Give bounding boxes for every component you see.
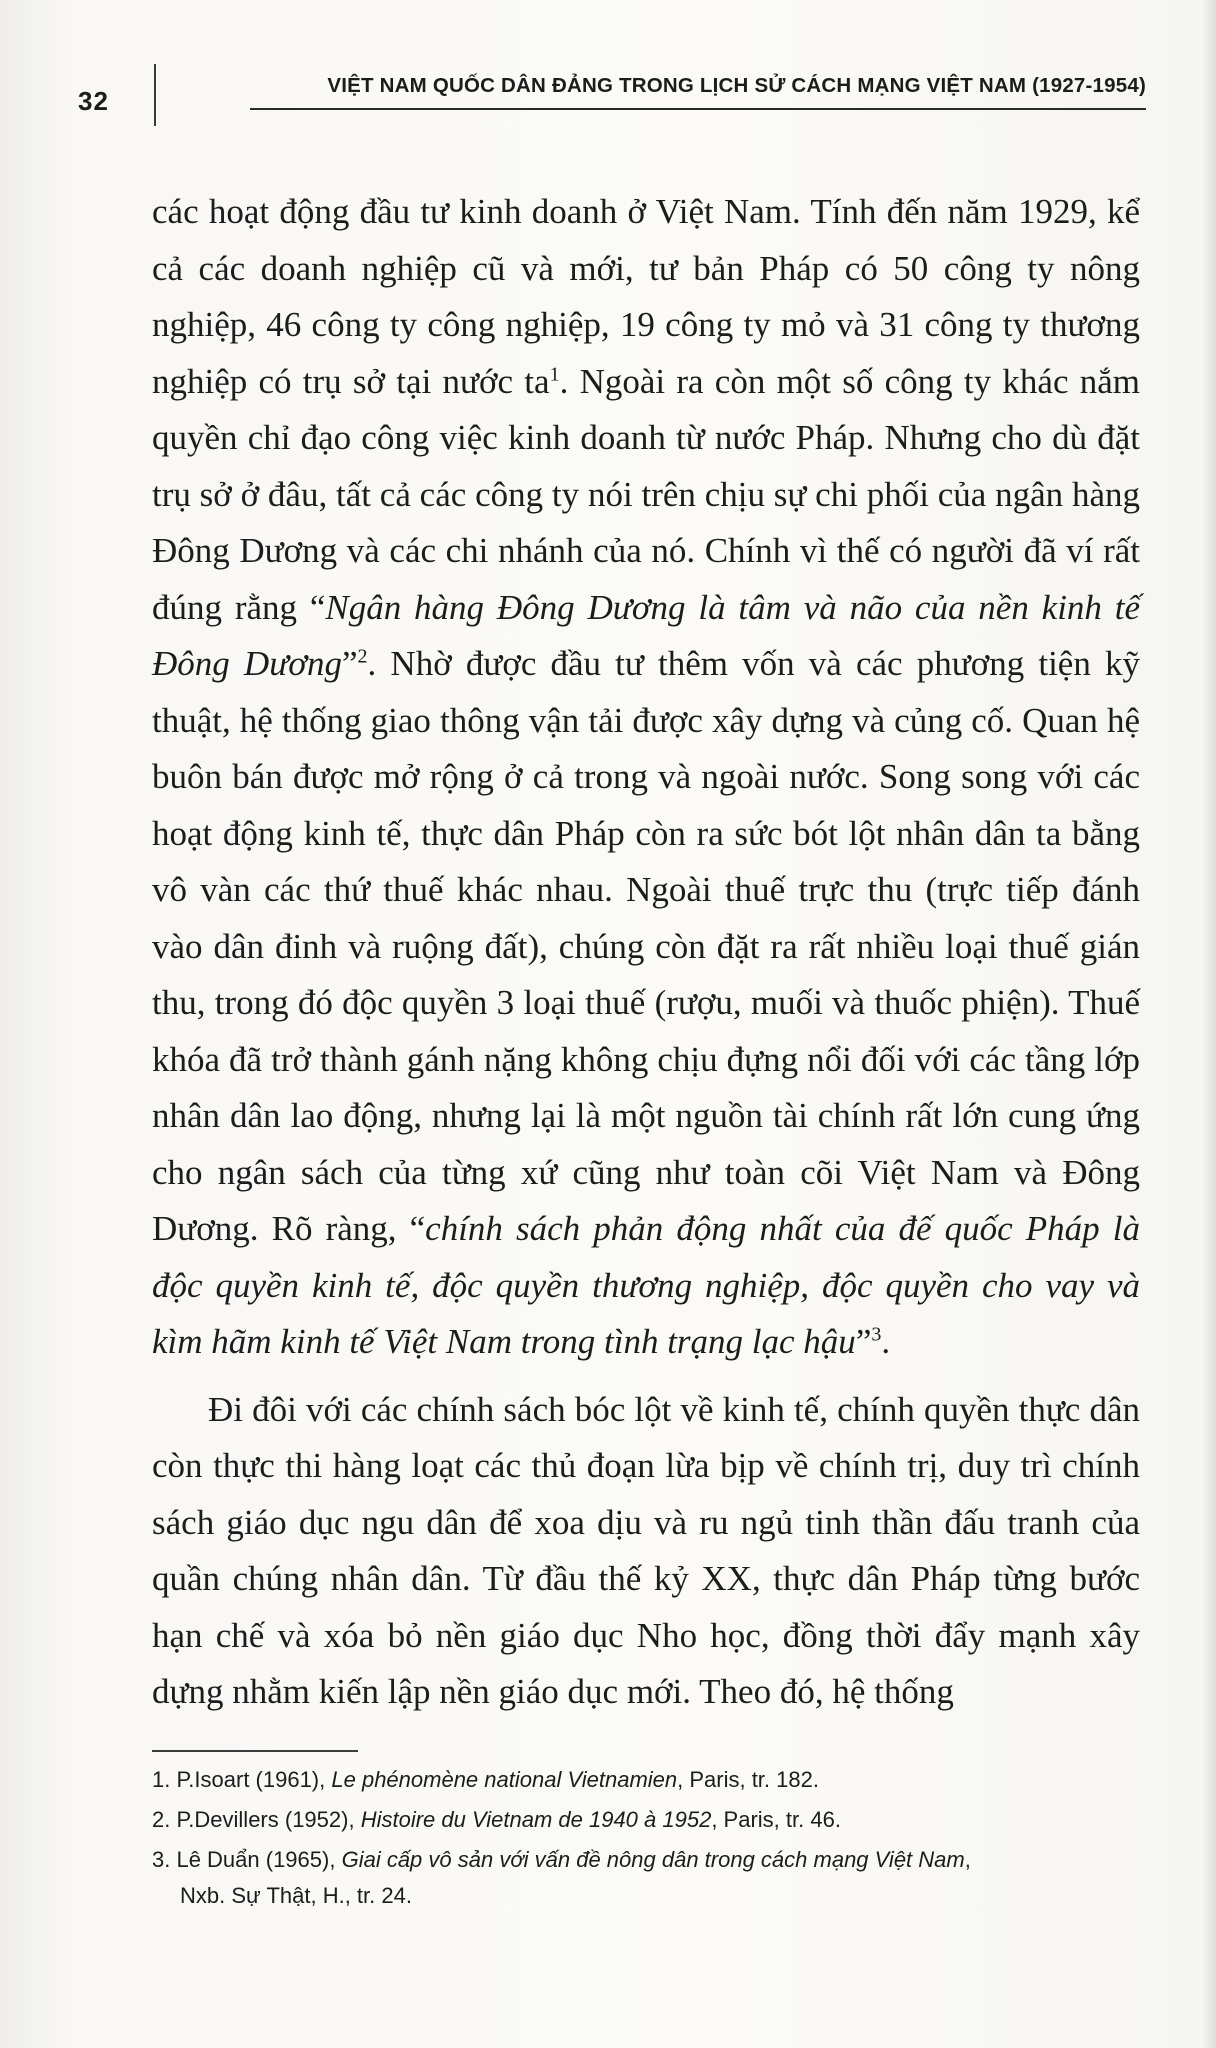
footnotes: [152, 1762, 1142, 1914]
footnote-2: [152, 1802, 1142, 1838]
footnote-2-title: Histoire du Vietnam de 1940 à 1952: [360, 1807, 712, 1832]
footnote-1-author: 1. P.Isoart (1961),: [152, 1767, 332, 1792]
footnote-ref-2: 2: [357, 645, 368, 668]
footnote-rule: [152, 1750, 358, 1752]
footnote-2-author: 2. P.Devillers (1952),: [152, 1807, 361, 1832]
footnote-3-title: Giai cấp vô sản với vấn đề nông dân trong cách mạng Việt Nam: [341, 1847, 965, 1872]
p1-text-4: .: [881, 1322, 891, 1361]
body-text: [152, 184, 1140, 1721]
p1-quote-1-close: ”: [341, 644, 358, 683]
p1-quote-2: chính sách phản động nhất của đế quốc Pháp là độc quyền kinh tế, độc quyền thương nghiệp, độc quyền cho vay và kìm hãm kinh tế Việt Nam trong tình trạng lạc hậu: [152, 1209, 1140, 1361]
p1-text-2: . Ngoài ra còn một số công ty khác nắm quyền chỉ đạo công việc kinh doanh từ nước Pháp. Nhưng cho dù đặt trụ sở ở đâu, tất cả các công ty nói trên chịu sự chi phối của ngân hàng Đông Dương và các chi nhánh của nó. Chính vì thế có người đã ví rất đúng rằng “: [152, 361, 1140, 627]
footnote-1-title: Le phénomène national Vietnamien: [331, 1767, 678, 1792]
p1-quote-1: Ngân hàng Đông Dương là tâm và não của nền kinh tế Đông Dương: [152, 587, 1140, 683]
paragraph-2: Đi đôi với các chính sách bóc lột về kinh tế, chính quyền thực dân còn thực thi hàng loạt các thủ đoạn lừa bịp về chính trị, duy trì chính sách giáo dục ngu dân để xoa dịu và ru ngủ tinh thần đấu tranh của quần chúng nhân dân. Từ đầu thế kỷ XX, thực dân Pháp từng bước hạn chế và xóa bỏ nền giáo dục Nho học, đồng thời đẩy mạnh xây dựng nhằm kiến lập nền giáo dục mới. Theo đó, hệ thống: [152, 1389, 1140, 1711]
p1-quote-2-close: ”: [855, 1322, 872, 1361]
footnote-3-publisher: Nxb. Sự Thật, H., tr. 24.: [180, 1883, 412, 1908]
page-number: 32: [78, 86, 109, 116]
footnote-ref-3: 3: [871, 1323, 882, 1346]
header-rule: [250, 108, 1146, 110]
footnote-3-author: 3. Lê Duẩn (1965),: [152, 1847, 342, 1872]
page-edge-shadow: [1202, 0, 1216, 2048]
footnote-2-ref: , Paris, tr. 46.: [711, 1807, 841, 1832]
p1-text-1: các hoạt động đầu tư kinh doanh ở Việt Nam. Tính đến năm 1929, kể cả các doanh nghiệp cũ và mới, tư bản Pháp có 50 công ty nông nghiệp, 46 công ty công nghiệp, 19 công ty mỏ và 31 công ty thương nghiệp có trụ sở tại nước ta: [152, 192, 1140, 401]
running-title: VIỆT NAM QUỐC DÂN ĐẢNG TRONG LỊCH SỬ CÁCH MẠNG VIỆT NAM (1927-1954): [327, 74, 1146, 97]
footnote-3: [152, 1842, 1142, 1914]
paragraph-1: [152, 184, 1140, 1371]
footnote-3-ref: ,: [964, 1847, 971, 1872]
footnote-ref-1: 1: [549, 362, 560, 385]
header-vertical-rule: [154, 64, 156, 126]
p1-text-3: . Nhờ được đầu tư thêm vốn và các phương tiện kỹ thuật, hệ thống giao thông vận tải được xây dựng và củng cố. Quan hệ buôn bán được mở rộng ở cả trong và ngoài nước. Song song với các hoạt động kinh tế, thực dân Pháp còn ra sức bót lột nhân dân ta bằng vô vàn các thứ thuế khác nhau. Ngoài thuế trực thu (trực tiếp đánh vào dân đinh và ruộng đất), chúng còn đặt ra rất nhiều loại thuế gián thu, trong đó độc quyền 3 loại thuế (rượu, muối và thuốc phiện). Thuế khóa đã trở thành gánh nặng không chịu đựng nổi đối với các tầng lớp nhân dân lao động, nhưng lại là một nguồn tài chính rất lớn cung ứng cho ngân sách của từng xứ cũng như toàn cõi Việt Nam và Đông Dương. Rõ ràng, “: [152, 644, 1140, 1248]
footnote-1-ref: , Paris, tr. 182.: [677, 1767, 819, 1792]
footnote-1: [152, 1762, 1142, 1798]
